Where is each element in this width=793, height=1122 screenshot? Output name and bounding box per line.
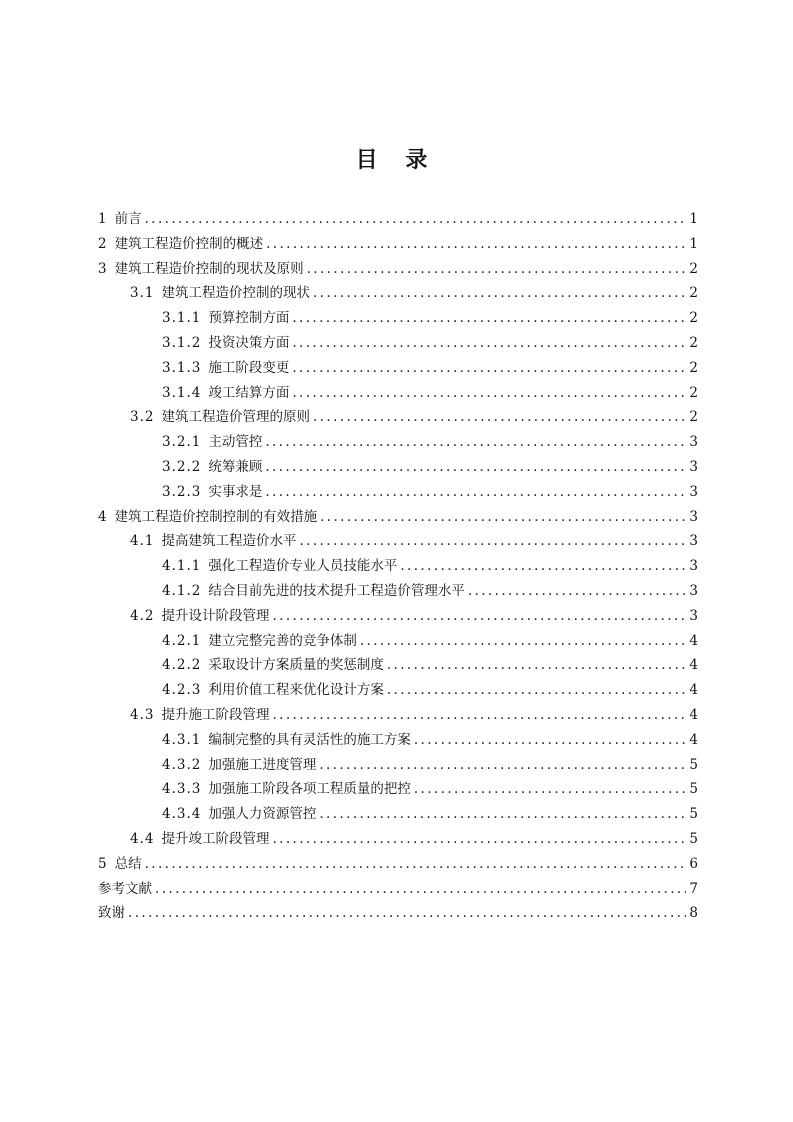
toc-entry-number: 4.2.1 [162, 632, 202, 649]
toc-entry[interactable] [98, 604, 698, 629]
toc-entry[interactable] [98, 281, 698, 306]
toc-entry-title: 提升设计阶段管理 [161, 607, 270, 624]
toc-entry[interactable] [98, 877, 698, 902]
toc-entry-number: 1 [98, 211, 108, 227]
toc-entry-title: 建筑工程造价控制控制的有效措施 [114, 508, 318, 525]
toc-dot-leader [387, 678, 687, 703]
toc-dot-leader [414, 777, 687, 802]
toc-entry-page-number: 2 [689, 260, 698, 277]
toc-entry-page-number: 2 [689, 409, 698, 426]
toc-entry[interactable] [98, 405, 698, 430]
toc-entry-title: 采取设计方案质量的奖惩制度 [208, 657, 384, 674]
toc-entry-title: 加强施工进度管理 [208, 756, 317, 773]
toc-entry-title: 提升竣工阶段管理 [161, 830, 270, 847]
toc-entry-page-number: 2 [689, 310, 698, 327]
toc-entry-number: 4.1.1 [162, 558, 202, 575]
toc-entry-title: 投资决策方面 [208, 334, 290, 351]
toc-entry-page-number: 2 [689, 334, 698, 351]
toc-entry-number: 4 [98, 508, 108, 525]
toc-entry-page-number: 4 [689, 632, 698, 649]
toc-dot-leader [400, 554, 686, 579]
toc-entry-title: 预算控制方面 [208, 310, 290, 327]
toc-dot-leader [319, 802, 686, 827]
toc-entry[interactable] [98, 678, 698, 703]
toc-dot-leader [145, 852, 687, 877]
toc-entry[interactable] [98, 579, 698, 604]
toc-entry-number: 4.3.2 [162, 756, 202, 773]
toc-entry[interactable] [98, 529, 698, 554]
toc-entry[interactable] [98, 802, 698, 827]
toc-entry[interactable] [98, 703, 698, 728]
toc-entry-page-number: 3 [689, 508, 698, 525]
toc-entry[interactable] [98, 207, 698, 232]
toc-entry-number: 4.1 [130, 533, 155, 550]
toc-entry-page-number: 3 [689, 533, 698, 550]
toc-entry-title: 结合目前先进的技术提升工程造价管理水平 [208, 582, 465, 599]
toc-entry-title: 建筑工程造价控制的现状 [161, 285, 310, 302]
toc-entry[interactable] [98, 777, 698, 802]
toc-entry-title: 强化工程造价专业人员技能水平 [208, 558, 398, 575]
toc-entry-title: 提升施工阶段管理 [161, 706, 270, 723]
toc-entry-page-number: 2 [689, 384, 698, 401]
toc-entry[interactable] [98, 753, 698, 778]
toc-dot-leader [387, 653, 687, 678]
toc-dot-leader [292, 381, 686, 406]
toc-entry[interactable] [98, 852, 698, 877]
toc-entry-page-number: 1 [689, 235, 698, 252]
toc-entry-title: 致谢 [98, 905, 125, 922]
toc-entry-number: 3.2.3 [162, 483, 202, 500]
toc-entry[interactable] [98, 430, 698, 455]
toc-entry-number: 3.1.3 [162, 359, 202, 376]
toc-entry-page-number: 3 [689, 434, 698, 451]
toc-entry[interactable] [98, 257, 698, 282]
toc-entry-title: 提高建筑工程造价水平 [161, 533, 297, 550]
toc-entry-number: 4.3.3 [162, 781, 202, 798]
toc-entry-title: 前言 [114, 211, 142, 227]
toc-entry-number: 3.2.2 [162, 458, 202, 475]
toc-entry-number: 3 [98, 260, 108, 277]
toc-dot-leader [360, 629, 687, 654]
toc-entry-number: 4.3 [130, 706, 155, 723]
toc-entry-title: 竣工结算方面 [208, 384, 290, 401]
toc-dot-leader [292, 306, 686, 331]
toc-entry-title: 实事求是 [208, 483, 263, 500]
toc-dot-leader [128, 901, 686, 926]
toc-entry-page-number: 4 [689, 731, 698, 748]
toc-entry[interactable] [98, 381, 698, 406]
toc-entry-number: 4.2 [130, 607, 155, 624]
toc-dot-leader [313, 281, 686, 306]
toc-entry-page-number: 4 [689, 682, 698, 699]
toc-dot-leader [266, 232, 686, 257]
table-of-contents [98, 207, 698, 926]
toc-dot-leader [319, 753, 686, 778]
toc-entry[interactable] [98, 827, 698, 852]
toc-entry-page-number: 5 [689, 830, 698, 847]
toc-entry-number: 4.2.2 [162, 657, 202, 674]
toc-entry-number: 4.3.1 [162, 731, 202, 748]
toc-entry-page-number: 3 [689, 582, 698, 599]
toc-entry-number: 5 [98, 855, 108, 872]
toc-entry-title: 利用价值工程来优化设计方案 [208, 682, 384, 699]
toc-entry-number: 4.4 [130, 830, 155, 847]
toc-dot-leader [299, 529, 686, 554]
toc-entry[interactable] [98, 728, 698, 753]
toc-entry-page-number: 3 [689, 558, 698, 575]
toc-entry-title: 建立完整完善的竞争体制 [208, 632, 357, 649]
toc-entry[interactable] [98, 629, 698, 654]
toc-entry-page-number: 7 [689, 880, 698, 897]
toc-dot-leader [272, 827, 686, 852]
toc-entry-title: 加强施工阶段各项工程质量的把控 [208, 781, 411, 798]
toc-entry-page-number: 6 [689, 855, 698, 872]
toc-entry[interactable] [98, 653, 698, 678]
toc-entry-number: 2 [98, 235, 108, 252]
toc-entry[interactable] [98, 331, 698, 356]
toc-dot-leader [468, 579, 687, 604]
toc-entry-page-number: 1 [689, 211, 698, 227]
toc-dot-leader [313, 405, 686, 430]
toc-entry-number: 4.1.2 [162, 582, 202, 599]
toc-dot-leader [145, 207, 687, 232]
toc-dot-leader [272, 703, 686, 728]
toc-entry-page-number: 5 [689, 806, 698, 823]
toc-entry-title: 建筑工程造价控制的现状及原则 [114, 260, 304, 277]
toc-dot-leader [320, 505, 686, 530]
toc-dot-leader [307, 257, 687, 282]
toc-entry[interactable] [98, 554, 698, 579]
toc-entry-number: 4.3.4 [162, 806, 202, 823]
toc-entry-title: 总结 [114, 855, 142, 872]
toc-dot-leader [265, 455, 686, 480]
toc-entry-page-number: 2 [689, 359, 698, 376]
toc-entry-page-number: 5 [689, 781, 698, 798]
toc-entry[interactable] [98, 901, 698, 926]
toc-dot-leader [292, 331, 686, 356]
toc-entry-page-number: 3 [689, 483, 698, 500]
toc-entry[interactable] [98, 232, 698, 257]
toc-entry[interactable] [98, 455, 698, 480]
toc-entry-number: 3.1.1 [162, 310, 202, 327]
toc-entry-title: 参考文献 [98, 880, 152, 897]
toc-entry-title: 加强人力资源管控 [208, 806, 317, 823]
toc-dot-leader [265, 430, 686, 455]
toc-entry-number: 3.1.4 [162, 384, 202, 401]
toc-entry-page-number: 3 [689, 458, 698, 475]
toc-entry[interactable] [98, 356, 698, 381]
page-title: 目 录 [355, 148, 438, 173]
toc-entry-page-number: 4 [689, 706, 698, 723]
toc-dot-leader [265, 480, 686, 505]
toc-entry-page-number: 4 [689, 657, 698, 674]
toc-dot-leader [272, 604, 686, 629]
toc-entry-number: 4.2.3 [162, 682, 202, 699]
toc-entry[interactable] [98, 306, 698, 331]
toc-entry-title: 建筑工程造价管理的原则 [161, 409, 310, 426]
toc-dot-leader [155, 877, 686, 902]
toc-dot-leader [292, 356, 686, 381]
toc-entry-page-number: 5 [689, 756, 698, 773]
toc-entry-number: 3.2 [130, 409, 155, 426]
toc-dot-leader [414, 728, 687, 753]
toc-entry-title: 建筑工程造价控制的概述 [114, 235, 264, 252]
toc-entry-page-number: 8 [689, 905, 698, 922]
toc-entry-title: 施工阶段变更 [208, 359, 290, 376]
toc-entry[interactable] [98, 480, 698, 505]
toc-entry-number: 3.2.1 [162, 434, 202, 451]
toc-entry-page-number: 3 [689, 607, 698, 624]
toc-entry-title: 统筹兼顾 [208, 458, 263, 475]
toc-entry-number: 3.1.2 [162, 334, 202, 351]
toc-entry[interactable] [98, 505, 698, 530]
toc-entry-number: 3.1 [130, 285, 155, 302]
toc-entry-title: 编制完整的具有灵活性的施工方案 [208, 731, 411, 748]
toc-entry-title: 主动管控 [208, 434, 263, 451]
toc-entry-page-number: 2 [689, 285, 698, 302]
